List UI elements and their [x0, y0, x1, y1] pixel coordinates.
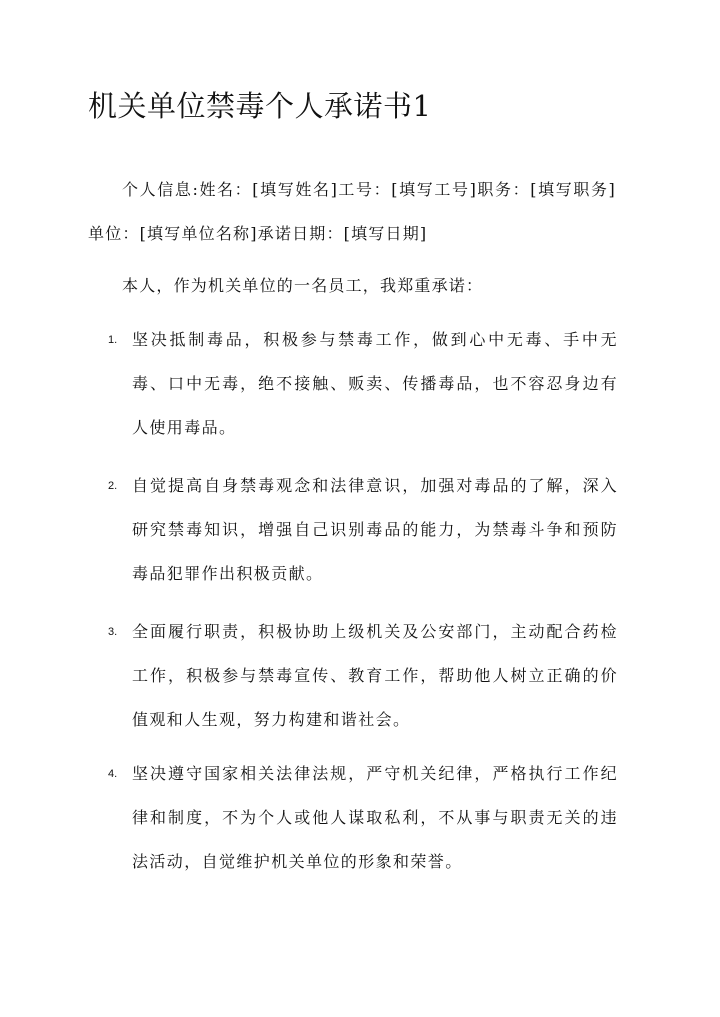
list-item — [108, 318, 618, 450]
personal-info-paragraph: 个人信息:姓名：[填写姓名]工号：[填写工号]职务：[填写职务]单位：[填写单位名称]承诺日期：[填写日期] — [88, 180, 616, 243]
list-item-text: 坚决抵制毒品，积极参与禁毒工作，做到心中无毒、手中无毒、口中无毒，绝不接触、贩卖、传播毒品，也不容忍身边有人使用毒品。 — [132, 330, 618, 437]
list-item-number: 2. — [108, 480, 118, 492]
list-item — [108, 464, 618, 596]
list-item-text: 全面履行职责，积极协助上级机关及公安部门，主动配合药检工作，积极参与禁毒宣传、教育工作，帮助他人树立正确的价值观和人生观，努力构建和谐社会。 — [132, 622, 618, 729]
list-item-number: 1. — [108, 334, 118, 346]
list-item-text: 坚决遵守国家相关法律法规，严守机关纪律，严格执行工作纪律和制度，不为个人或他人谋取私利，不从事与职责无关的违法活动，自觉维护机关单位的形象和荣誉。 — [132, 764, 618, 871]
list-item-number: 4. — [108, 768, 118, 780]
intro-paragraph: 本人，作为机关单位的一名员工，我郑重承诺： — [122, 276, 484, 295]
list-item-text: 自觉提高自身禁毒观念和法律意识，加强对毒品的了解，深入研究禁毒知识，增强自己识别毒品的能力，为禁毒斗争和预防毒品犯罪作出积极贡献。 — [132, 476, 618, 583]
list-item — [108, 610, 618, 742]
list-item — [108, 752, 618, 884]
document-title: 机关单位禁毒个人承诺书1 — [88, 89, 432, 123]
list-item-number: 3. — [108, 626, 118, 638]
